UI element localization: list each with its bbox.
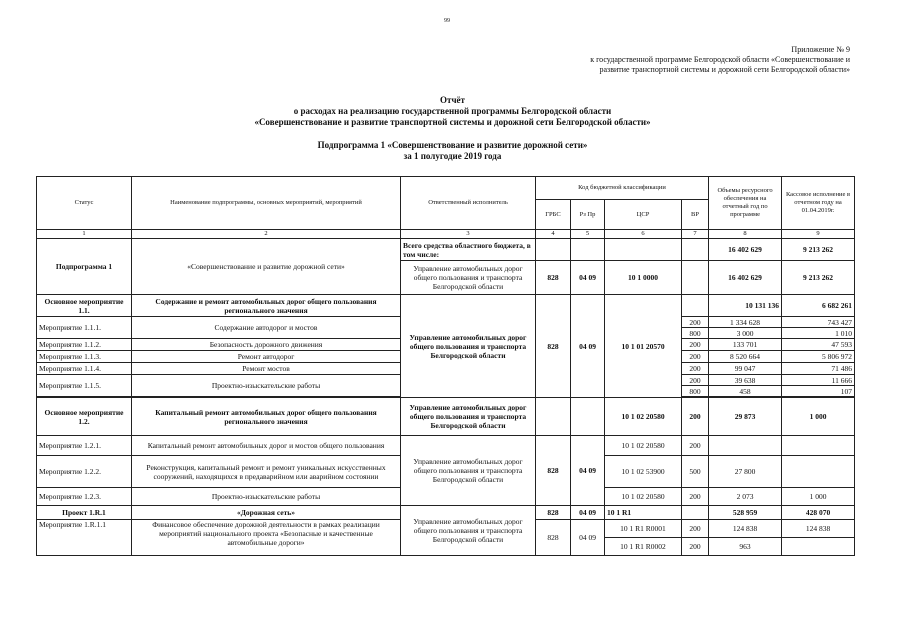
om11-csr: 10 1 01 20570 <box>605 295 682 398</box>
header-volume: Объемы ресурсного обеспечения на отчетный год по программе <box>709 177 782 230</box>
header-col-number: 9 <box>782 230 855 239</box>
m1r1-vr: 200 <box>682 520 709 538</box>
om11-item-status: Мероприятие 1.1.1. <box>37 317 132 339</box>
sub1-csr: 10 1 0000 <box>605 261 682 295</box>
om11-rzpr: 04 09 <box>571 295 605 398</box>
expense-report-table <box>36 176 855 556</box>
header-col-number: 4 <box>536 230 571 239</box>
om12-item-csr: 10 1 02 20580 <box>605 436 682 456</box>
om12-csr: 10 1 02 20580 <box>605 398 682 436</box>
appendix-line-1: Приложение № 9 <box>791 45 850 54</box>
header-cash: Кассовое исполнение в отчетном году на 01.04.2019г. <box>782 177 855 230</box>
empty-cell <box>571 239 605 261</box>
proj-csr: 10 1 R1 <box>605 506 682 520</box>
sub1-volume: 16 402 629 <box>709 261 782 295</box>
m1r1-status: Мероприятие 1.R.1.1 <box>37 520 132 556</box>
om11-cash: 6 682 261 <box>782 295 855 317</box>
m1r1-vr: 200 <box>682 538 709 556</box>
om12-executor-bold: Управление автомобильных дорог общего пользования и транспорта Белгородской области <box>401 398 536 436</box>
om11-row-volume: 8 520 664 <box>709 351 782 363</box>
header-col-number: 6 <box>605 230 682 239</box>
proj-rzpr: 04 09 <box>571 506 605 520</box>
om11-item-name: Безопасность дорожного движения <box>132 339 401 351</box>
om11-row-cash: 47 593 <box>782 339 855 351</box>
om12-item-name: Проектно-изыскательские работы <box>132 488 401 506</box>
om11-row-cash: 11 666 <box>782 375 855 386</box>
sub1-cash: 9 213 262 <box>782 261 855 295</box>
om11-grbs: 828 <box>536 295 571 398</box>
om12-grbs: 828 <box>536 436 571 506</box>
om11-row-volume: 3 000 <box>709 328 782 339</box>
appendix-line-3: развитие транспортной системы и дорожной сети Белгородской области» <box>599 65 850 74</box>
om11-vr: 800 <box>682 386 709 397</box>
header-col-number: 7 <box>682 230 709 239</box>
om11-item-name: Содержание автодорог и мостов <box>132 317 401 339</box>
om11-row-cash: 107 <box>782 386 855 397</box>
report-title <box>0 95 905 128</box>
om12-item-volume: 2 073 <box>709 488 782 506</box>
sub1-grbs: 828 <box>536 261 571 295</box>
report-title-line-2: о расходах на реализацию государственной программы Белгородской области <box>293 106 612 116</box>
empty-cell <box>682 506 709 520</box>
m1r1-cash: 124 838 <box>782 520 855 538</box>
m1r1-cash <box>782 538 855 556</box>
om11-row-volume: 1 334 628 <box>709 317 782 328</box>
om12-item-volume <box>709 436 782 456</box>
page-number: 99 <box>444 18 450 24</box>
proj-volume: 528 959 <box>709 506 782 520</box>
sub1-total-volume: 16 402 629 <box>709 239 782 261</box>
om11-vr: 200 <box>682 339 709 351</box>
om11-row-cash: 71 486 <box>782 363 855 375</box>
om11-item-name: Ремонт автодорог <box>132 351 401 363</box>
proj-cash: 428 070 <box>782 506 855 520</box>
om12-status: Основное мероприятие 1.2. <box>37 398 132 436</box>
om12-item-cash <box>782 456 855 488</box>
om12-item-name: Капитальный ремонт автомобильных дорог и мостов общего пользования <box>132 436 401 456</box>
proj-name: «Дорожная сеть» <box>132 506 401 520</box>
header-executor: Ответственный исполнитель <box>401 177 536 230</box>
om11-row-cash: 743 427 <box>782 317 855 328</box>
proj-status: Проект 1.R.1 <box>37 506 132 520</box>
header-col-number: 1 <box>37 230 132 239</box>
om11-row-volume: 458 <box>709 386 782 397</box>
appendix-line-2: к государственной программе Белгородской области «Совершенствование и <box>590 55 850 64</box>
empty-cell <box>605 239 682 261</box>
empty-cell <box>571 398 605 436</box>
om11-row-cash: 5 806 972 <box>782 351 855 363</box>
om12-item-volume: 27 800 <box>709 456 782 488</box>
om12-item-status: Мероприятие 1.2.2. <box>37 456 132 488</box>
om11-item-name: Ремонт мостов <box>132 363 401 375</box>
om12-item-cash <box>782 436 855 456</box>
report-subtitle-line-1: Подпрограмма 1 «Совершенствование и развитие дорожной сети» <box>317 140 588 150</box>
header-col-number: 8 <box>709 230 782 239</box>
m1r1-name: Финансовое обеспечение дорожной деятельности в рамках реализации мероприятий национального проекта «Безопасные и качественные автомобильные дороги» <box>132 520 401 556</box>
m1r1-volume: 963 <box>709 538 782 556</box>
om12-cash: 1 000 <box>782 398 855 436</box>
om11-item-status: Мероприятие 1.1.3. <box>37 351 132 363</box>
empty-cell <box>536 239 571 261</box>
om11-volume: 10 131 136 <box>709 295 782 317</box>
om11-row-volume: 39 638 <box>709 375 782 386</box>
om12-rzpr: 04 09 <box>571 436 605 506</box>
om12-item-name: Реконструкция, капитальный ремонт и ремонт уникальных искусственных сооружений, находящихся в предаварийном или аварийном состоянии <box>132 456 401 488</box>
om11-item-name: Проектно-изыскательские работы <box>132 375 401 397</box>
om12-volume: 29 873 <box>709 398 782 436</box>
header-name: Наименование подпрограммы, основных мероприятий, мероприятий <box>132 177 401 230</box>
header-grbs: ГРБС <box>536 200 571 230</box>
sub1-rzpr: 04 09 <box>571 261 605 295</box>
empty-cell <box>682 261 709 295</box>
m1r1-grbs: 828 <box>536 520 571 556</box>
om12-vr: 200 <box>682 398 709 436</box>
om12-item-status: Мероприятие 1.2.1. <box>37 436 132 456</box>
appendix-header <box>510 45 850 75</box>
header-col-number: 3 <box>401 230 536 239</box>
om11-status: Основное мероприятие 1.1. <box>37 295 132 317</box>
om12-item-vr: 200 <box>682 488 709 506</box>
om12-executor: Управление автомобильных дорог общего пользования и транспорта Белгородской области <box>401 436 536 506</box>
om11-vr: 800 <box>682 328 709 339</box>
om11-item-status: Мероприятие 1.1.2. <box>37 339 132 351</box>
om11-name: Содержание и ремонт автомобильных дорог общего пользования регионального значения <box>132 295 401 317</box>
sub1-status: Подпрограмма 1 <box>37 239 132 295</box>
om12-item-status: Мероприятие 1.2.3. <box>37 488 132 506</box>
empty-cell <box>536 398 571 436</box>
sub1-executor: Управление автомобильных дорог общего пользования и транспорта Белгородской области <box>401 261 536 295</box>
om12-name: Капитальный ремонт автомобильных дорог общего пользования регионального значения <box>132 398 401 436</box>
report-title-line-1: Отчёт <box>440 95 465 105</box>
om12-item-vr: 500 <box>682 456 709 488</box>
om11-vr: 200 <box>682 375 709 386</box>
header-col-number: 5 <box>571 230 605 239</box>
om12-item-csr: 10 1 02 20580 <box>605 488 682 506</box>
om12-item-cash: 1 000 <box>782 488 855 506</box>
sub1-total-cash: 9 213 262 <box>782 239 855 261</box>
om11-row-volume: 99 047 <box>709 363 782 375</box>
om11-vr: 200 <box>682 351 709 363</box>
report-subtitle-line-2: за 1 полугодие 2019 года <box>403 151 502 161</box>
om11-row-cash: 1 010 <box>782 328 855 339</box>
header-csr: ЦСР <box>605 200 682 230</box>
m1r1-executor: Управление автомобильных дорог общего пользования и транспорта Белгородской области <box>401 506 536 556</box>
om11-item-status: Мероприятие 1.1.5. <box>37 375 132 397</box>
report-title-line-3: «Совершенствование и развитие транспортной системы и дорожной сети Белгородской области» <box>254 117 651 127</box>
header-budget-code: Код бюджетной классификации <box>536 177 709 200</box>
report-subtitle <box>0 140 905 162</box>
proj-grbs: 828 <box>536 506 571 520</box>
m1r1-rzpr: 04 09 <box>571 520 605 556</box>
m1r1-csr: 10 1 R1 R0001 <box>605 520 682 538</box>
om11-executor: Управление автомобильных дорог общего пользования и транспорта Белгородской области <box>401 295 536 398</box>
header-rzpr: Рз Пр <box>571 200 605 230</box>
om12-item-csr: 10 1 02 53900 <box>605 456 682 488</box>
om11-vr: 200 <box>682 317 709 328</box>
m1r1-csr: 10 1 R1 R0002 <box>605 538 682 556</box>
sub1-name: «Совершенствование и развитие дорожной сети» <box>132 239 401 295</box>
empty-cell <box>682 239 709 261</box>
om12-item-vr: 200 <box>682 436 709 456</box>
header-vr: ВР <box>682 200 709 230</box>
m1r1-volume: 124 838 <box>709 520 782 538</box>
sub1-total-label: Всего средства областного бюджета, в том числе: <box>401 239 536 261</box>
om11-item-status: Мероприятие 1.1.4. <box>37 363 132 375</box>
header-col-number: 2 <box>132 230 401 239</box>
header-status: Статус <box>37 177 132 230</box>
om11-vr: 200 <box>682 363 709 375</box>
empty-cell <box>682 295 709 317</box>
om11-row-volume: 133 701 <box>709 339 782 351</box>
